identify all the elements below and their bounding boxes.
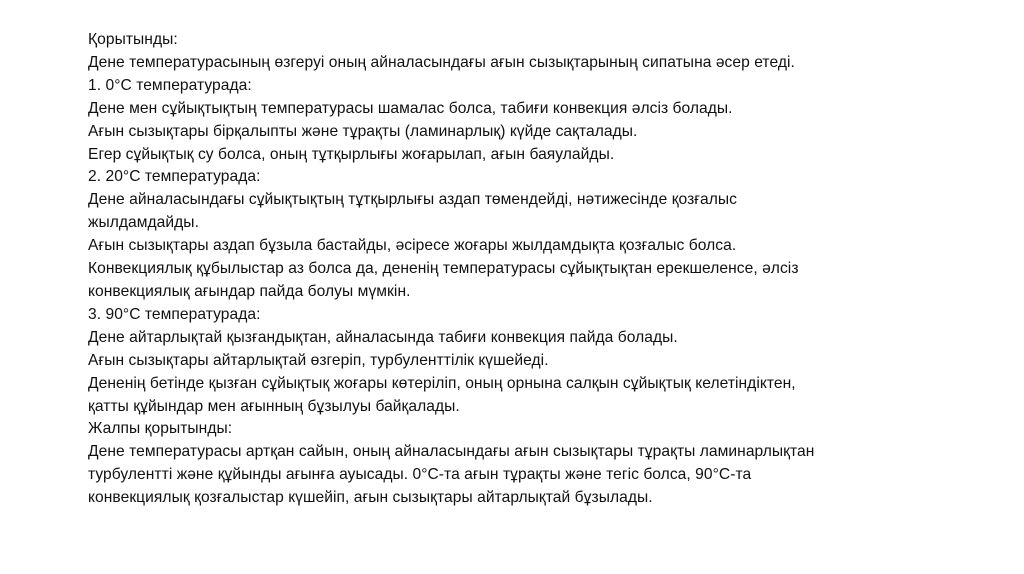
text-line: қатты құйындар мен ағынның бұзылуы байқалады. [88,397,460,415]
heading-0c: 1. 0°C температурада: [88,76,252,94]
text-line: конвекциялық қозғалыстар күшейіп, ағын сызықтары айтарлықтай бұзылады. [88,489,653,507]
conclusion-text-block [88,29,968,510]
text-line: конвекциялық ағындар пайда болуы мүмкін. [88,282,411,300]
heading-20c: 2. 20°C температурада: [88,168,261,186]
heading-90c: 3. 90°C температурада: [88,305,261,323]
text-line: турбулентті және құйынды ағынға ауысады. 0°C-та ағын тұрақты және тегіс болса, 90°C-та [88,466,752,484]
text-line: Дене мен сұйықтықтың температурасы шамалас болса, табиғи конвекция әлсіз болады. [88,99,733,117]
text-line: Ағын сызықтары аздап бұзыла бастайды, әсіресе жоғары жылдамдықта қозғалыс болса. [88,237,737,255]
text-line: Дене айтарлықтай қызғандықтан, айналасында табиғи конвекция пайда болады. [88,328,678,346]
text-line: Дененің бетінде қызған сұйықтық жоғары көтеріліп, оның орнына салқын сұйықтық келетіндіктен, [88,374,796,392]
text-line: Дене температурасының өзгеруі оның айналасындағы ағын сызықтарының сипатына әсер етеді. [88,53,795,71]
text-line: Дене айналасындағы сұйықтықтың тұтқырлығы аздап төмендейді, нәтижесінде қозғалыс [88,191,738,209]
text-line: Дене температурасы артқан сайын, оның айналасындағы ағын сызықтары тұрақты ламинарлықтан [88,443,815,461]
heading-conclusion: Қорытынды: [88,31,178,48]
text-line: Ағын сызықтары айтарлықтай өзгеріп, турбуленттілік күшейеді. [88,351,549,369]
text-line: Егер сұйықтық су болса, оның тұтқырлығы жоғарылап, ағын баяулайды. [88,145,615,163]
text-line: жылдамдайды. [88,214,199,232]
heading-general-conclusion: Жалпы қорытынды: [88,420,233,438]
text-line: Ағын сызықтары бірқалыпты және тұрақты (ламинарлық) күйде сақталады. [88,122,638,140]
text-line: Конвекциялық құбылыстар аз болса да, дененің температурасы сұйықтықтан ерекшеленсе, әлсіз [88,260,799,278]
